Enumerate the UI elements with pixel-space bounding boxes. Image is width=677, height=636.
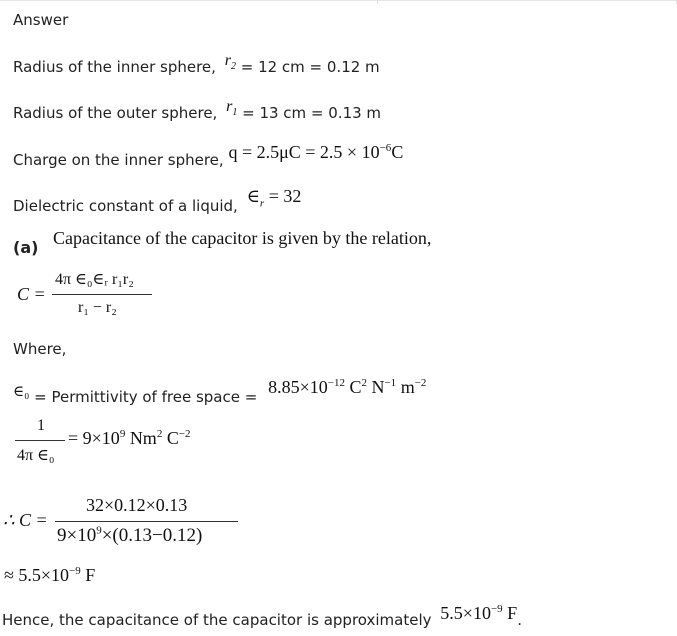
k-numerator: 1	[37, 417, 45, 434]
calc-lhs: ∴ C =	[3, 510, 48, 530]
top-border	[0, 0, 677, 5]
calc-fraction-bar	[55, 521, 238, 522]
conclusion-line	[2, 603, 522, 630]
outer-radius-symbol: $r_1$	[226, 98, 238, 119]
charge-formula: $q = 2.5\mu C = 2.5 \times 10^{-6}C$	[228, 142, 404, 162]
conclusion-value: $5.5\times 10^{-9}$ F	[440, 603, 518, 623]
k-denominator: 4π ∈₀	[17, 447, 55, 464]
outer-radius-line	[13, 98, 382, 123]
formula-numerator: 4π ∈₀∈ᵣ r₁r₂	[55, 271, 134, 288]
eps0-symbol: ∈₀	[13, 384, 30, 400]
k-fraction-bar	[15, 440, 65, 441]
inner-radius-line	[13, 52, 380, 77]
conclusion-period: .	[517, 611, 522, 629]
dielectric-line	[13, 186, 302, 216]
outer-radius-value: = 13 cm = 0.13 m	[242, 104, 382, 122]
calc-denominator: $9\times 10^9\times(0.13-0.12)$	[57, 524, 203, 546]
dielectric-label: Dielectric constant of a liquid,	[13, 197, 238, 215]
charge-label: Charge on the inner sphere,	[13, 151, 224, 169]
part-a-intro: Capacitance of the capacitor is given by the relation,	[53, 228, 432, 248]
inner-radius-symbol: $r_2$	[224, 52, 236, 73]
where-label: Where,	[13, 340, 67, 358]
formula-lhs: C =	[17, 284, 46, 304]
eps0-label: = Permittivity of free space =	[34, 388, 258, 406]
outer-radius-label: Radius of the outer sphere,	[13, 104, 218, 122]
conclusion-text: Hence, the capacitance of the capacitor is approximately	[2, 611, 432, 629]
eps0-line	[13, 377, 427, 407]
inner-radius-label: Radius of the inner sphere,	[13, 58, 216, 76]
inner-radius-value: = 12 cm = 0.12 m	[240, 58, 380, 76]
charge-line	[13, 142, 404, 170]
formula-denominator: r₁ − r₂	[78, 299, 117, 316]
dielectric-formula: $\in_r = 32$	[246, 186, 302, 210]
answer-heading: Answer	[13, 11, 69, 29]
k-value: = $9\times 10^9$ Nm$^2$ $C^{-2}$	[68, 428, 191, 448]
calc-numerator: 32×0.12×0.13	[86, 495, 188, 515]
part-a-marker: (a)	[13, 238, 39, 257]
approx-result: ≈ $5.5\times 10^{-9}$ F	[4, 565, 96, 585]
eps0-value: $8.85\times 10^{-12}$ $C^2$ $N^{-1}$ $m^{-2}$	[268, 377, 427, 397]
formula-fraction-bar	[52, 294, 152, 295]
top-divider	[377, 0, 378, 4]
